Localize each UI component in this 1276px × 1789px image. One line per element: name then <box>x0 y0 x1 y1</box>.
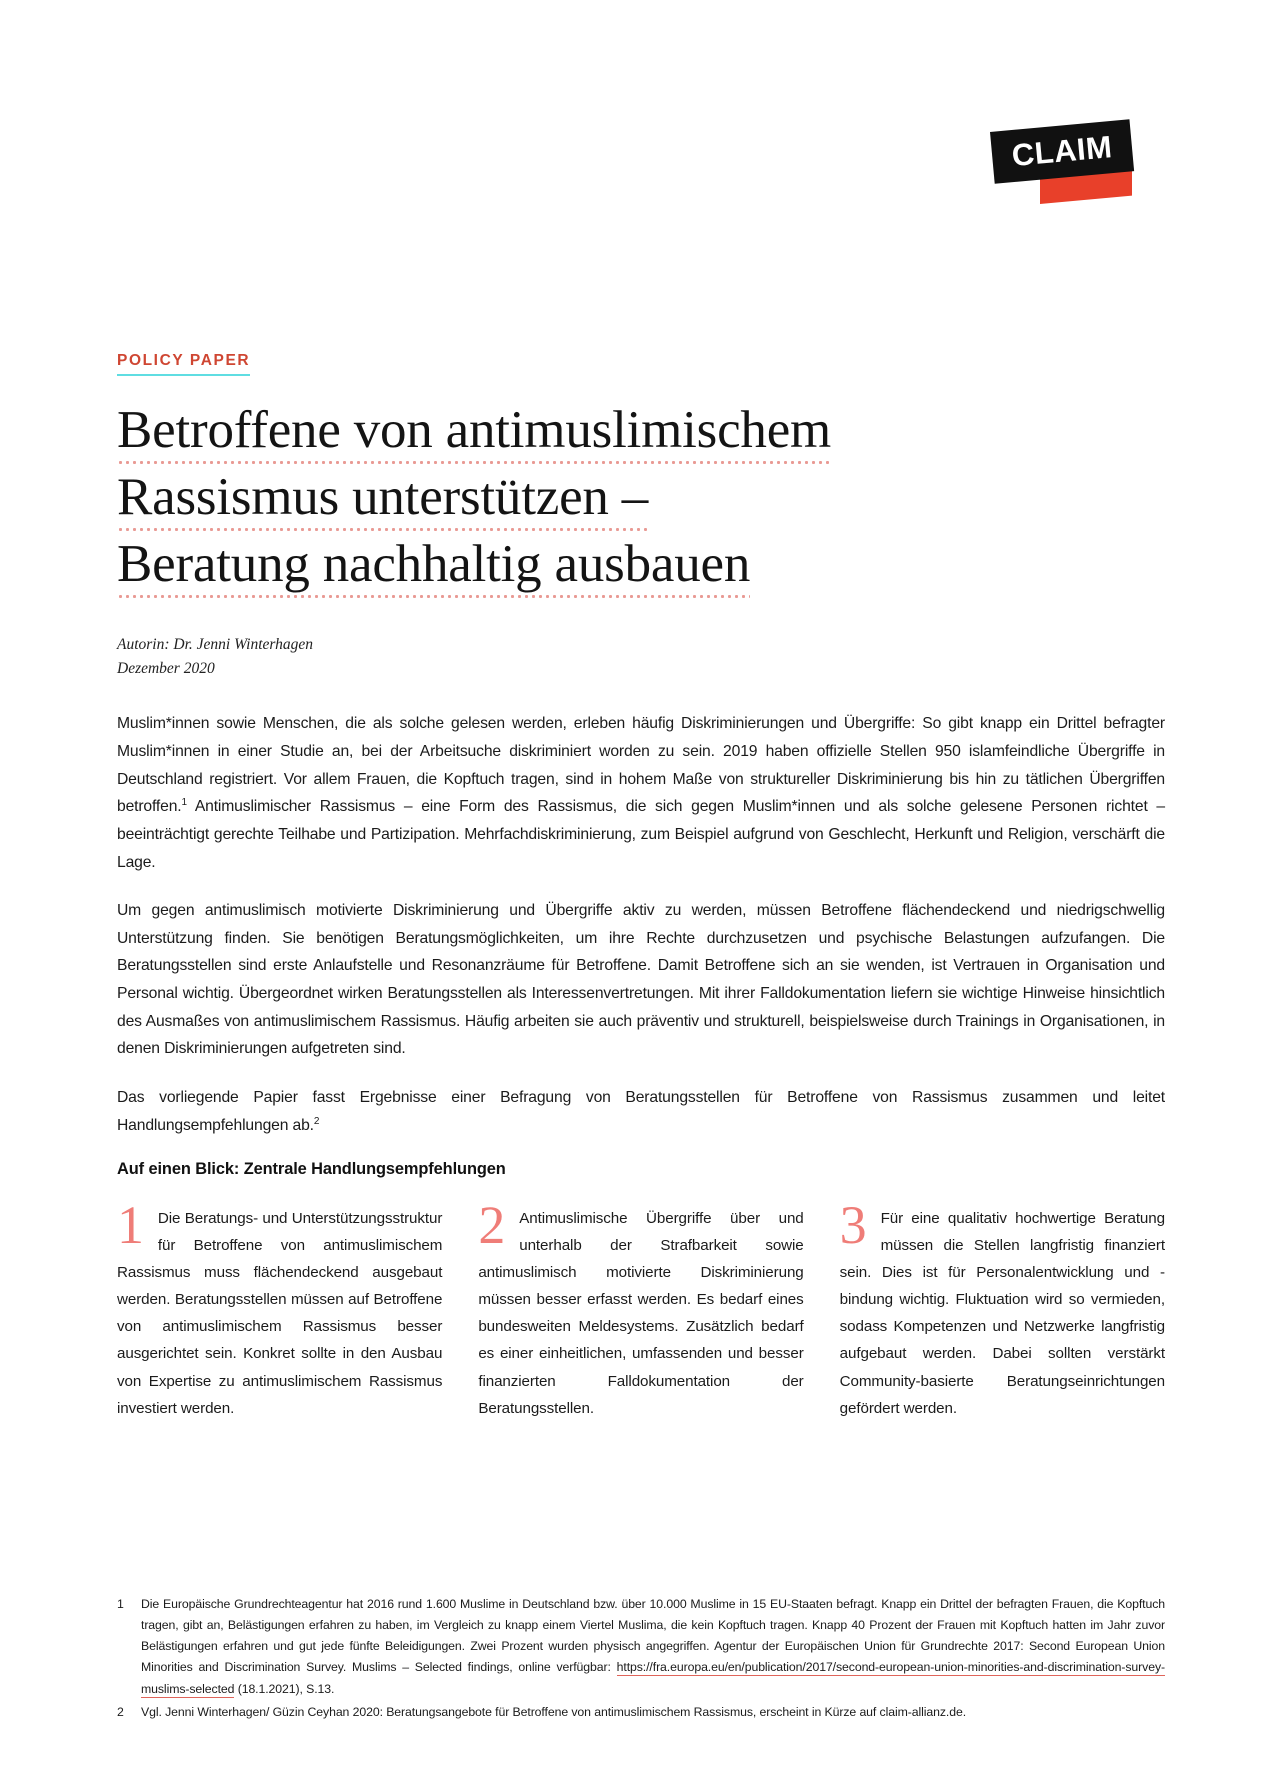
recommendation-number-3: 3 <box>839 1195 867 1256</box>
footnote-ref-2[interactable]: 2 <box>313 1115 320 1127</box>
recommendation-item-3 <box>839 1195 1165 1421</box>
title-line-1: Betroffene von antimuslimischem <box>117 398 831 465</box>
footnote-2-body: Vgl. Jenni Winterhagen/ Güzin Ceyhan 2020: Beratungsangebote für Betroffene von antimuslimischem Rassismus, erscheint in Kürze auf claim-allianz.de. <box>141 1704 967 1719</box>
recommendation-number-2: 2 <box>478 1195 506 1256</box>
footnote-1-link[interactable]: https://fra.europa.eu/en/publication/2017/second-european-union-minorities-and-discrimination-survey-muslims-selected <box>141 1660 1165 1696</box>
body-paragraph-1 <box>117 710 1165 876</box>
recommendation-text-2: Antimuslimische Übergriffe über und unterhalb der Strafbarkeit sowie antimuslimisch motivierte Diskriminierung müssen besser erfasst werden. Es bedarf eines bundesweiten Meldesystems. Zusätzlich bedarf es einer einheitlichen, umfassenden und besser finanzierten Falldokumentation der Beratungsstellen. <box>478 1210 804 1417</box>
claim-logo <box>990 126 1150 204</box>
page-title <box>117 398 1165 599</box>
recommendations-heading: Auf einen Blick: Zentrale Handlungsempfehlungen <box>117 1160 506 1179</box>
title-line-3: Beratung nachhaltig ausbauen <box>117 532 750 599</box>
footnote-ref-1[interactable]: 1 <box>181 797 187 809</box>
footnote-2-marker: 2 <box>117 1704 124 1719</box>
footnotes-section <box>117 1594 1165 1725</box>
policy-paper-kicker: POLICY PAPER <box>117 352 250 376</box>
recommendations-columns <box>117 1195 1165 1421</box>
title-line-2: Rassismus unterstützen – <box>117 465 648 532</box>
footnote-1 <box>117 1594 1165 1700</box>
footnote-1-text-before: Die Europäische Grundrechteagentur hat 2016 rund 1.600 Muslime in Deutschland bzw. über 10.000 Muslime in 15 EU-Staaten befragt. Knapp ein Drittel der befragten Frauen, die Kopftuch tragen, gibt an, Belästigungen erfahren zu haben, im Vergleich zu knapp einem Viertel Muslima, die kein Kopftuch tragen. Knapp 40 Prozent der Frauen mit Kopftuch hatten im Jahr zuvor Belästigungen erfahren und gut jede fünfte Beleidigungen. Zwei Prozent wurden physisch angegriffen. Agentur der Europäischen Union für Grundrechte 2017: Second European Union Minorities and Discrimination Survey. Muslims – Selected findings, online verfügbar: <box>141 1597 1165 1675</box>
paragraph-3-text-a: Das vorliegende Papier fasst Ergebnisse einer Befragung von Beratungsstellen für Betroffene von Rassismus zusammen und leitet Handlungsempfehlungen ab. <box>117 1088 1165 1134</box>
logo-wordmark: CLAIM <box>1010 128 1114 173</box>
recommendation-item-1 <box>117 1195 443 1421</box>
footnote-1-body <box>141 1594 1165 1700</box>
footnote-1-marker: 1 <box>117 1597 124 1611</box>
byline-date: Dezember 2020 <box>117 659 215 677</box>
paragraph-1-text-a: Muslim*innen sowie Menschen, die als solche gelesen werden, erleben häufig Diskriminierungen und Übergriffe: So gibt knapp ein Drittel befragter Muslim*innen in einer Studie an, bei der Arbeitsuche diskriminiert worden zu sein. 2019 haben offizielle Stellen 950 islamfeindliche Übergriffe in Deutschland registriert. Vor allem Frauen, die Kopftuch tragen, sind in hohem Maße von struktureller Diskriminierung bis hin zu tätlichen Übergriffen betroffen. <box>117 715 1165 816</box>
recommendation-text-3: Für eine qualitativ hochwertige Beratung müssen die Stellen langfristig finanziert sein. Dies ist für Personalentwicklung und -bindung wichtig. Fluktuation wird so vermieden, sodass Kompetenzen und Netzwerke langfristig aufgebaut werden. Dabei sollten verstärkt Community-basierte Beratungseinrichtungen gefördert werden. <box>839 1210 1165 1417</box>
byline <box>117 633 1165 680</box>
byline-author: Autorin: Dr. Jenni Winterhagen <box>117 636 314 654</box>
recommendation-item-2 <box>478 1195 804 1421</box>
document-content <box>117 352 1165 1422</box>
paragraph-1-text-b: Antimuslimischer Rassismus – eine Form des Rassismus, die sich gegen Muslim*innen und als solche gelesene Personen richtet – beeinträchtigt gerechte Teilhabe und Partizipation. Mehrfachdiskriminierung, zum Beispiel aufgrund von Geschlecht, Herkunft und Religion, verschärft die Lage. <box>117 798 1165 871</box>
body-paragraph-2: Um gegen antimuslimisch motivierte Diskriminierung und Übergriffe aktiv zu werden, müssen Betroffene flächendeckend und niedrigschwellig Unterstützung finden. Sie benötigen Beratungsmöglichkeiten, um ihre Rechte durchzusetzen und psychische Belastungen aufzufangen. Die Beratungsstellen sind erste Anlaufstelle und Resonanzräume für Betroffene. Damit Betroffene sich an sie wenden, ist Vertrauen in Organisation und Personal wichtig. Übergeordnet wirken Beratungsstellen als Interessenvertretungen. Mit ihrer Falldokumentation liefern sie wichtige Hinweise hinsichtlich des Ausmaßes von antimuslimischem Rassismus. Häufig arbeiten sie auch präventiv und strukturell, beispielsweise durch Trainings in Organisationen, in denen Diskriminierungen aufgetreten sind. <box>117 902 1165 1058</box>
footnote-1-text-after: (18.1.2021), S.13. <box>234 1681 335 1696</box>
recommendation-number-1: 1 <box>117 1195 144 1256</box>
footnote-2 <box>117 1702 1165 1723</box>
body-paragraph-3 <box>117 1084 1165 1139</box>
recommendation-text-1: Die Beratungs- und Unterstützungsstruktur für Betroffene von antimuslimischem Rassismus muss flächendeckend ausgebaut werden. Beratungsstellen müssen auf Betroffene von antimuslimischem Rassismus besser ausgerichtet sein. Konkret sollte in den Ausbau von Expertise zu antimuslimischem Rassismus investiert werden. <box>117 1210 443 1417</box>
